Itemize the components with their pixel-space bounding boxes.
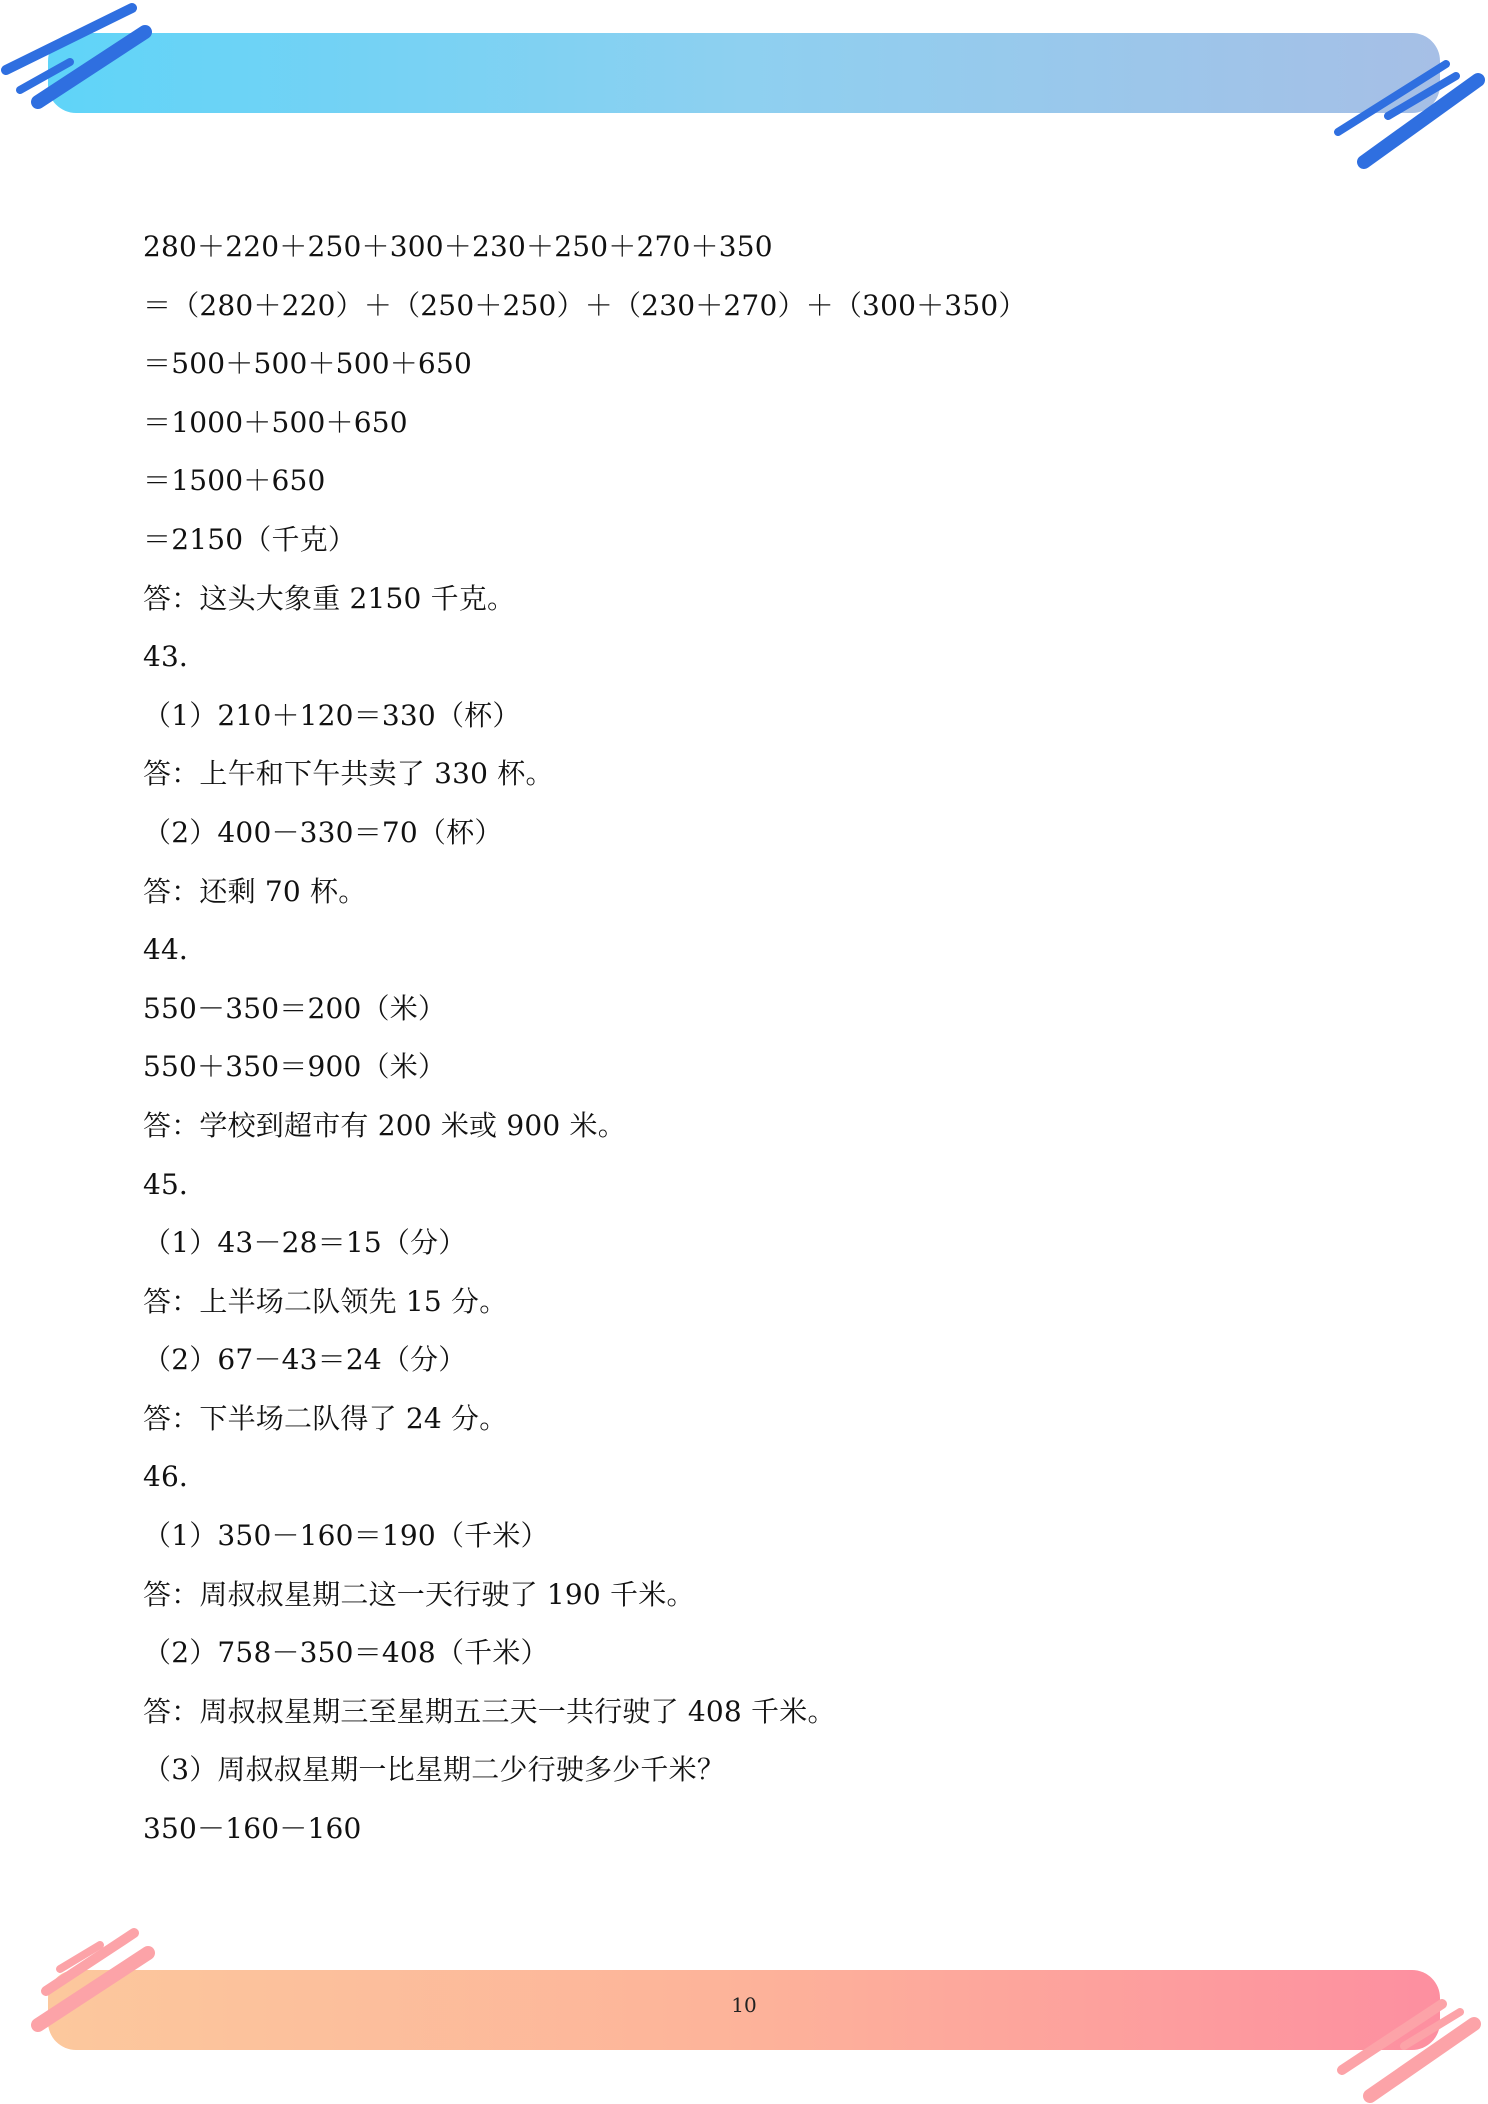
equation-line: （2）758－350＝408（千米） [143,1636,549,1670]
question-number: 44． [143,933,208,967]
equation-line: （2）67－43＝24（分） [143,1343,467,1377]
equation-line: ＝1000＋500＋650 [143,405,408,439]
answer-line: 答：上午和下午共卖了 330 杯。 [143,757,554,791]
answer-line: 答：周叔叔星期三至星期五三天一共行驶了 408 千米。 [143,1694,836,1728]
answer-line: 答：周叔叔星期二这一天行驶了 190 千米。 [143,1577,695,1611]
equation-line: 280＋220＋250＋300＋230＋250＋270＋350 [143,230,773,263]
header-stripes-left-decoration [0,0,160,120]
equation-line: ＝2150（千克） [143,522,357,556]
sub-question: （3）周叔叔星期一比星期二少行驶多少千米？ [143,1753,726,1787]
answer-line: 答：还剩 70 杯。 [143,874,367,908]
answer-line: 答：下半场二队得了 24 分。 [143,1401,508,1435]
question-number: 45． [143,1167,208,1201]
equation-line: ＝（280＋220）＋（250＋250）＋（230＋270）＋（300＋350） [143,288,1027,322]
page-number: 10 [731,1993,757,2017]
answer-content [143,218,1343,1859]
equation-line: （1）350－160＝190（千米） [143,1519,549,1553]
equation-line: （2）400－330＝70（杯） [143,815,503,849]
answer-line: 答：这头大象重 2150 千克。 [143,581,516,615]
answer-line: 答：上半场二队领先 15 分。 [143,1284,508,1318]
answer-line: 答：学校到超市有 200 米或 900 米。 [143,1108,626,1142]
equation-line: 550－350＝200（米） [143,991,447,1025]
question-number: 46． [143,1460,208,1494]
equation-line: （1）43－28＝15（分） [143,1226,467,1260]
equation-line: ＝1500＋650 [143,464,326,498]
question-number: 43． [143,640,208,674]
header-stripes-right-decoration [1328,50,1488,180]
equation-line: 550＋350＝900（米） [143,1050,447,1084]
equation-line: 350－160－160 [143,1812,362,1846]
header-banner [48,33,1440,113]
equation-line: （1）210＋120＝330（杯） [143,698,521,732]
equation-line: ＝500＋500＋500＋650 [143,347,472,381]
